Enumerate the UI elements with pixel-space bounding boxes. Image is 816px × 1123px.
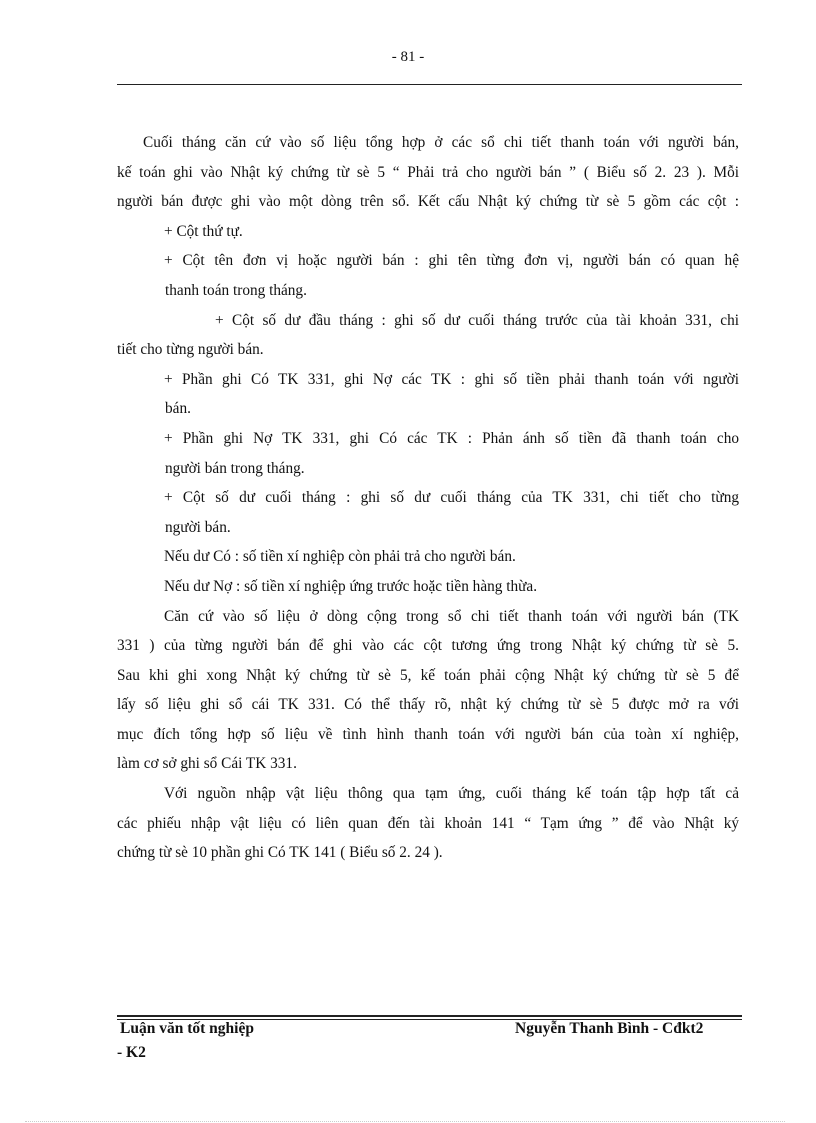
header-rule (117, 84, 742, 85)
paragraph-line: Nếu dư Có : số tiền xí nghiệp còn phải trả cho người bán. (164, 548, 516, 566)
paragraph-line: Căn cứ vào số liệu ở dòng cộng trong sổ chi tiết thanh toán với người bán (TK (164, 607, 739, 625)
paragraph-line: 331 ) của từng người bán để ghi vào các cột tương ứng trong Nhật ký chứng từ sè 5. (117, 637, 739, 655)
paragraph-line: Nếu dư Nợ : số tiền xí nghiệp ứng trước hoặc tiền hàng thừa. (164, 577, 538, 595)
paragraph-line: Cuối tháng căn cứ vào số liệu tổng hợp ở các sổ chi tiết thanh toán với người bán, (143, 134, 739, 151)
list-item: + Cột thứ tự. (164, 222, 243, 240)
list-item-continuation: thanh toán trong tháng. (165, 281, 307, 299)
paragraph-line: làm cơ sở ghi sổ Cái TK 331. (117, 755, 297, 773)
list-item-continuation: người bán trong tháng. (165, 459, 305, 477)
list-item: + Cột số dư đầu tháng : ghi số dư cuối tháng trước của tài khoản 331, chi (215, 311, 739, 329)
list-item: + Cột số dư cuối tháng : ghi số dư cuối tháng của TK 331, chi tiết cho từng (164, 489, 739, 507)
footer-wrap-text: - K2 (117, 1044, 146, 1061)
footer-left-text: Luận văn tốt nghiệp (120, 1020, 254, 1037)
list-item: + Cột tên đơn vị hoặc người bán : ghi tên từng đơn vị, người bán có quan hệ (164, 252, 739, 270)
paragraph-line: kế toán ghi vào Nhật ký chứng từ sè 5 “ Phải trả cho người bán ” ( Biểu số 2. 23 ). Mỗi (117, 163, 739, 181)
list-item-continuation: bán. (165, 400, 191, 418)
paragraph-line: các phiếu nhập vật liệu có liên quan đến tài khoản 141 “ Tạm ứng ” để vào Nhật ký (117, 814, 739, 832)
list-item: + Phần ghi Có TK 331, ghi Nợ các TK : ghi số tiền phải thanh toán với người (164, 370, 739, 388)
paragraph-line: lấy số liệu ghi sổ cái TK 331. Có thể thấy rõ, nhật ký chứng từ sè 5 được mở ra với (117, 696, 739, 714)
list-item: + Phần ghi Nợ TK 331, ghi Có các TK : Phản ánh số tiền đã thanh toán cho (164, 429, 739, 447)
paragraph-line: mục đích tổng hợp số liệu về tình hình thanh toán với người bán của toàn xí nghiệp, (117, 725, 739, 743)
footer-right-text: Nguyễn Thanh Bình - Cđkt2 (515, 1020, 704, 1037)
paragraph-line: người bán được ghi vào một dòng trên sổ. Kết cấu Nhật ký chứng từ sè 5 gồm các cột : (117, 193, 739, 211)
list-item-continuation: người bán. (165, 518, 231, 536)
paragraph-line: Sau khi ghi xong Nhật ký chứng từ sè 5, kế toán phải cộng Nhật ký chứng từ sè 5 để (117, 666, 739, 684)
paragraph-line: Với nguồn nhập vật liệu thông qua tạm ứng, cuối tháng kế toán tập hợp tất cả (164, 785, 739, 803)
footer-rule-thick (117, 1015, 742, 1017)
list-item-continuation: tiết cho từng người bán. (117, 341, 264, 359)
body-text (117, 128, 739, 868)
paragraph-line: chứng từ sè 10 phần ghi Có TK 141 ( Biểu số 2. 24 ). (117, 844, 443, 862)
page-edge-dotted-line (25, 1121, 785, 1122)
page-number: - 81 - (391, 49, 425, 65)
